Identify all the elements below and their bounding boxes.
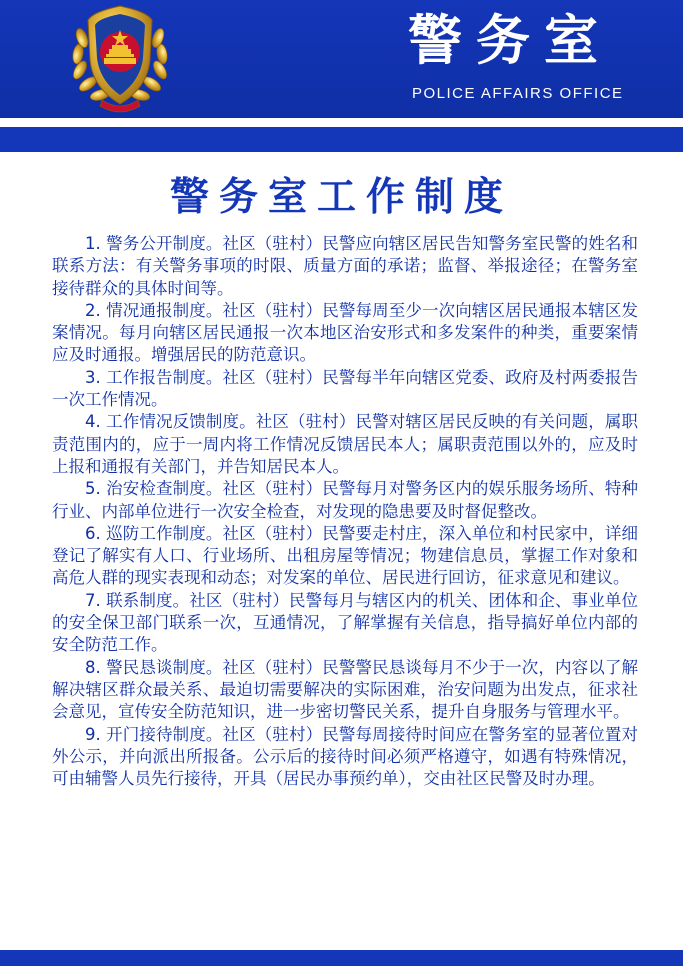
regulations-body — [52, 233, 638, 790]
header-divider-stripe — [0, 118, 683, 127]
footer-band — [0, 950, 683, 966]
office-title: 警务室 — [408, 9, 612, 72]
regulation-paragraph-9: 9. 开门接待制度。社区（驻村）民警每周接待时间应在警务室的显著位置对外公示，并向派出所报备。公示后的接待时间必须严格遵守，如遇有特殊情况，可由辅警人员先行接待，开具（居民办事预约单），交由社区民警及时办理。 — [52, 724, 638, 789]
regulation-paragraph-7: 7. 联系制度。社区（驻村）民警每月与辖区内的机关、团体和企、事业单位的安全保卫部门联系一次，互通情况，了解掌握有关信息，指导搞好单位内部的安全防范工作。 — [52, 590, 638, 655]
office-subtitle: POLICE AFFAIRS OFFICE — [412, 85, 624, 102]
regulation-paragraph-1: 1. 警务公开制度。社区（驻村）民警应向辖区居民告知警务室民警的姓名和联系方法：有关警务事项的时限、质量方面的承诺；监督、举报途径；在警务室接待群众的具体时间等。 — [52, 234, 638, 298]
police-emblem-icon — [66, 0, 174, 116]
regulation-paragraph-6: 6. 巡防工作制度。社区（驻村）民警要走村庄，深入单位和村民家中，详细登记了解实有人口、行业场所、出租房屋等情况；物建信息员，掌握工作对象和高危人群的现实表现和动态；对发案的单位、居民进行回访，征求意见和建议。 — [52, 523, 638, 588]
document-title: 警务室工作制度 — [169, 175, 513, 220]
regulation-paragraph-4: 4. 工作情况反馈制度。社区（驻村）民警对辖区居民反映的有关问题，属职责范围内的，应于一周内将工作情况反馈居民本人；属职责范围以外的，应及时上报和通报有关部门，并告知居民本人。 — [52, 412, 638, 476]
regulation-paragraph-5: 5. 治安检查制度。社区（驻村）民警每月对警务区内的娱乐服务场所、特种行业、内部单位进行一次安全检查，对发现的隐患要及时督促整改。 — [52, 479, 638, 521]
regulation-paragraph-8: 8. 警民恳谈制度。社区（驻村）民警警民恳谈每月不少于一次，内容以了解解决辖区群众最关系、最迫切需要解决的实际困难，治安问题为出发点，征求社会意见，宣传安全防范知识，进一步密切警民关系，提升自身服务与管理水平。 — [52, 657, 638, 722]
header-lower-band — [0, 127, 683, 152]
regulation-paragraph-3: 3. 工作报告制度。社区（驻村）民警每半年向辖区党委、政府及村两委报告一次工作情况。 — [52, 367, 638, 410]
regulation-paragraph-2: 2. 情况通报制度。社区（驻村）民警每周至少一次向辖区居民通报本辖区发案情况。每月向辖区居民通报一次本地区治安形式和多发案件的种类，重要案情应及时通报。增强居民的防范意识。 — [52, 300, 638, 365]
